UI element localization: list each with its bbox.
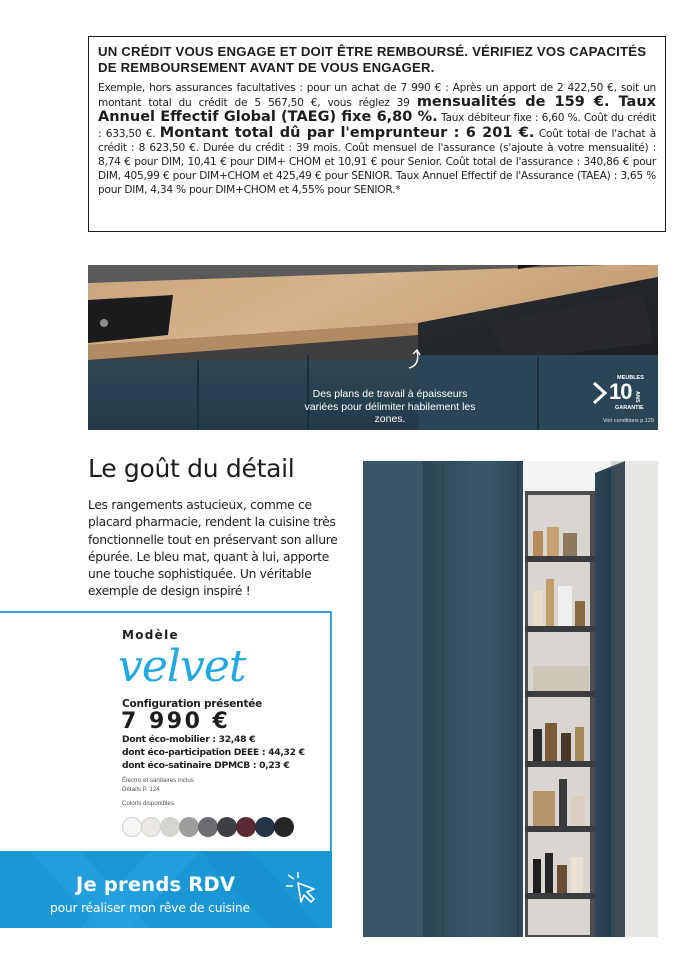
- included-note: Électro et sanitaires inclus: [122, 777, 194, 784]
- configuration-label: Configuration présentée: [122, 698, 263, 710]
- color-swatch[interactable]: [274, 817, 294, 837]
- credit-text-part: Taux débiteur fixe : 6,60 %. Coût du crédit : 633,50 €.: [98, 112, 656, 140]
- section-body: Les rangements astucieux, comme ce placard pharmacie, rendent la cuisine très fonctionnelle tout en préservant son allure épurée. Le bleu mat, quant à lui, apporte une touche sophistiquée. Un véritable exemple de design inspiré !: [88, 498, 338, 599]
- color-swatches: [122, 817, 293, 837]
- pantry-cabinet-photo: [363, 461, 658, 937]
- color-swatch[interactable]: [217, 817, 237, 837]
- model-box-border: [0, 611, 332, 613]
- credit-text-part: Coût total de l'achat à crédit : 8 623,50 €. Durée du crédit : 39 mois. Coût mensuel de l'assurance (s'ajoute à votre mensualité) : 8,74 € pour DIM, 10,41 € pour DIM+ CHOM et 10,91 € pour Senior. Coût total de l'assurance : 340,86 € pour DIM, 405,99 € pour DIM+CHOM et 425,49 € pour SENIOR. Taux Annuel Effectif de l'Assurance (TAEA) : 3,65 % pour DIM, 4,34 % pour DIM+CHOM et 4,55% pour SENIOR.*: [98, 127, 656, 197]
- appointment-title: Je prends RDV: [76, 873, 236, 896]
- guarantee-conditions: Voir conditions p.129: [602, 418, 654, 424]
- colors-label: Coloris disponibles: [122, 800, 174, 807]
- eco-fee-line: Dont éco-mobilier : 32,48 €: [122, 734, 256, 745]
- color-swatch[interactable]: [255, 817, 275, 837]
- chevron-right-icon: [594, 383, 605, 403]
- price: 7 990 €: [121, 709, 231, 734]
- credit-warning: UN CRÉDIT VOUS ENGAGE ET DOIT ÊTRE REMBOURSÉ. VÉRIFIEZ VOS CAPACITÉS DE REMBOURSEMENT AVANT DE VOUS ENGAGER.: [98, 44, 647, 75]
- guarantee-badge: [592, 375, 654, 413]
- color-swatch[interactable]: [236, 817, 256, 837]
- appointment-banner[interactable]: [0, 851, 332, 928]
- cursor-click-icon: [284, 871, 324, 911]
- credit-example-text: [98, 81, 656, 198]
- credit-text-part: Exemple, hors assurances facultatives : pour un achat de 7 990 € : Après un apport de 2 422,50 €, soit un montant total du crédit de 5 567,50 €, vous réglez 39: [98, 82, 656, 110]
- curved-arrow-icon: [405, 348, 427, 372]
- details-note: Détails P. 124: [122, 786, 160, 793]
- color-swatch[interactable]: [141, 817, 161, 837]
- color-swatch[interactable]: [179, 817, 199, 837]
- appointment-subtitle: pour réaliser mon rêve de cuisine: [50, 901, 250, 915]
- guarantee-years: 10: [609, 379, 632, 404]
- photo-caption: Des plans de travail à épaisseurs variées pour délimiter habilement les zones.: [304, 388, 476, 425]
- guarantee-sub: GARANTIE: [615, 405, 644, 411]
- eco-fee-line: dont éco-satinaire DPMCB : 0,23 €: [122, 759, 290, 771]
- eco-fee-line: dont éco-participation DEEE : 44,32 €: [122, 746, 305, 758]
- section-title: Le goût du détail: [88, 454, 295, 483]
- model-box-border: [330, 611, 332, 851]
- credit-total-highlight: Montant total dû par l'emprunteur : 6 201 €.: [159, 124, 535, 141]
- eco-fees: [122, 734, 305, 772]
- credit-monthly-highlight: mensualités de 159 €. Taux Annuel Effectif Global (TAEG) fixe 6,80 %.: [98, 94, 657, 126]
- model-name: velvet: [118, 641, 246, 692]
- color-swatch[interactable]: [160, 817, 180, 837]
- guarantee-label: MEUBLES: [617, 375, 644, 381]
- credit-legal-box: [88, 36, 666, 232]
- guarantee-unit: ANS: [634, 391, 640, 403]
- model-label: Modèle: [122, 628, 179, 642]
- color-swatch[interactable]: [122, 817, 142, 837]
- color-swatch[interactable]: [198, 817, 218, 837]
